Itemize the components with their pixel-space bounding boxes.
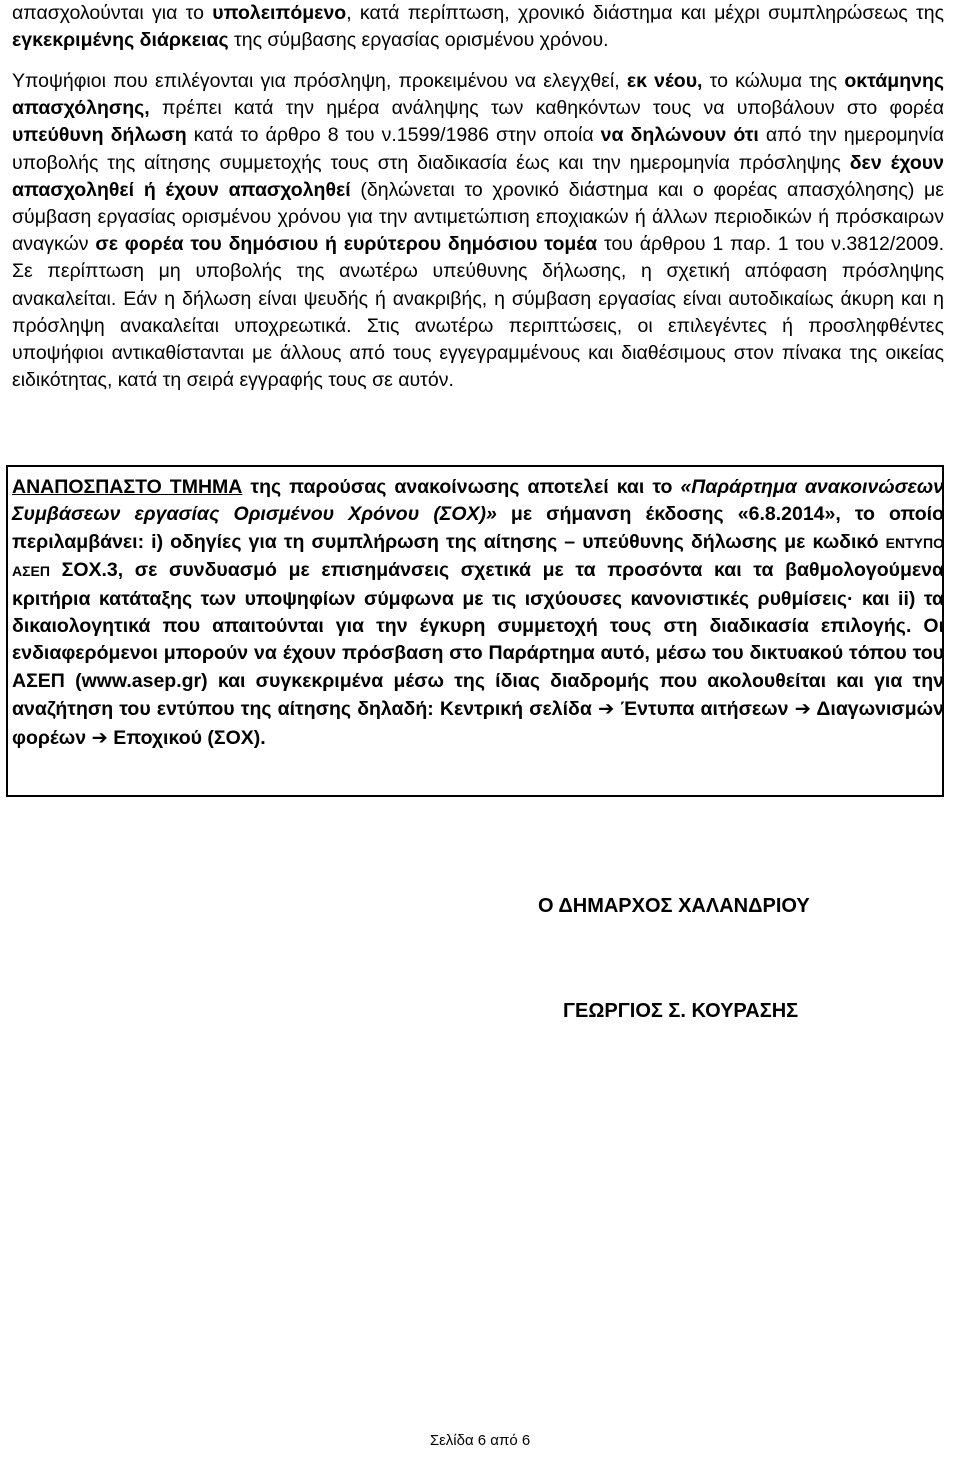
- text: το κώλυμα της: [702, 70, 845, 92]
- path-step-competitions: Διαγωνισμών φορέων: [12, 698, 944, 749]
- arrow-right-icon: ➔: [794, 697, 811, 721]
- paragraph-continuation: [12, 0, 944, 54]
- text: απασχολούνται για το: [12, 2, 213, 24]
- signatory-name: ΓΕΩΡΓΙΟΣ Σ. ΚΟΥΡΑΣΗΣ: [563, 1000, 799, 1022]
- arrow-right-icon: ➔: [91, 725, 108, 749]
- bold-text: οκτάμηνης απασχόλησης,: [12, 70, 944, 120]
- text: με σήμανση έκδοσης «6.8.2014», το οποίο περιλαμβάνει: i) οδηγίες για τη συμπλήρωση της αίτησης – υπεύθυνης δήλωσης με κωδικό: [12, 503, 944, 553]
- text: από την ημερομηνία υποβολής της αίτησης συμμετοχής τους στη διαδικασία έως και την ημερομηνία πρόσληψης: [12, 124, 944, 174]
- bold-text: δεν έχουν απασχοληθεί ή έχουν απασχοληθεί: [12, 151, 944, 201]
- bold-text: υπεύθυνη δήλωση: [12, 124, 187, 147]
- annex-title: «Παράρτημα ανακοινώσεων Συμβάσεων εργασίας Ορισμένου Χρόνου (ΣΟΧ)»: [12, 476, 944, 526]
- section-heading: ΑΝΑΠΟΣΠΑΣΤΟ ΤΜΗΜΑ: [12, 476, 243, 498]
- arrow-right-icon: ➔: [598, 697, 615, 721]
- bold-text: εγκεκριμένης διάρκειας: [12, 29, 229, 52]
- bold-text: εκ νέου,: [626, 70, 703, 92]
- text: της παρούσας ανακοίνωσης αποτελεί και το: [242, 476, 681, 498]
- text: της σύμβασης εργασίας ορισμένου χρόνου.: [228, 29, 609, 52]
- text: Υποψήφιοι που επιλέγονται για πρόσληψη, προκειμένου να ελεγχθεί,: [12, 70, 627, 92]
- detachable-section-text: [12, 474, 944, 752]
- path-step-seasonal: Εποχικού (ΣΟΧ).: [113, 726, 266, 749]
- text: (δηλώνεται το χρονικό διάστημα και ο φορέας απασχόλησης) με σύμβαση εργασίας ορισμένου χρόνου για την αντιμετώπιση εποχιακών ή άλλων περιοδικών ή πρόσκαιρων αναγκών: [12, 178, 944, 256]
- text: πρέπει κατά την ημέρα ανάληψης των καθηκόντων τους να υποβάλουν στο φορέα: [149, 97, 944, 120]
- text: του άρθρου 1 παρ. 1 του ν.3812/2009. Σε περίπτωση μη υποβολής της ανωτέρω υπεύθυνης δήλωσης, η σχετική απόφαση πρόσληψης ανακαλείται. Εάν η δήλωση είναι ψευδής ή ανακριβής, η σύμβαση εργασίας είναι αυτοδικαίως άκυρη και η πρόσληψη ανακαλείται υποχρεωτικά. Στις ανωτέρω περιπτώσεις, οι επιλεγέντες ή προσληφθέντες υποψήφιοι αντικαθίστανται με άλλους από τους εγγεγραμμένους και διαθέσιμους στον πίνακα της οικείας ειδικότητας, κατά τη σειρά εγγραφής τους σε αυτόν.: [12, 233, 945, 392]
- bold-text: υπολειπόμενο: [212, 2, 347, 24]
- text: ΣΟΧ.3, σε συνδυασμό με επισημάνσεις σχετικά με τα προσόντα και τα βαθμολογούμενα κριτήρια κατάταξης των υποψηφίων σύμφωνα με τις ισχύουσες κανονιστικές ρυθμίσεις· και ii) τα δικαιολογητικά που απαιτούνται για την έγκυρη συμμετοχή τους στη διαδικασία επιλογής. Οι ενδιαφερόμενοι μπορούν να έχουν πρόσβαση στο Παράρτημα αυτό, μέσω του δικτυακού τόπου του ΑΣΕΠ (www.asep.gr) και συγκεκριμένα μέσω της ίδιας διαδρομής που ακολουθείται και για την αναζήτηση του εντύπου της αίτησης δηλαδή:: [12, 559, 944, 721]
- form-code: ΕΝΤΥΠΟ ΑΣΕΠ: [12, 534, 944, 580]
- signatory-title: Ο ΔΗΜΑΡΧΟΣ ΧΑΛΑΝΔΡΙΟΥ: [538, 895, 810, 917]
- path-step-home: Κεντρική σελίδα: [439, 698, 592, 721]
- path-step-forms: Έντυπα αιτήσεων: [620, 698, 789, 721]
- page-number: Σελίδα 6 από 6: [429, 1432, 531, 1449]
- text: κατά το άρθρο 8 του ν.1599/1986 στην οποία: [186, 124, 601, 147]
- paragraph-candidates-declaration: [12, 68, 944, 394]
- bold-text: σε φορέα του δημόσιου ή ευρύτερου δημόσιου τομέα: [95, 233, 598, 256]
- bold-text: να δηλώνουν ότι: [600, 124, 759, 147]
- text: , κατά περίπτωση, χρονικό διάστημα και μέχρι συμπληρώσεως της: [346, 2, 944, 24]
